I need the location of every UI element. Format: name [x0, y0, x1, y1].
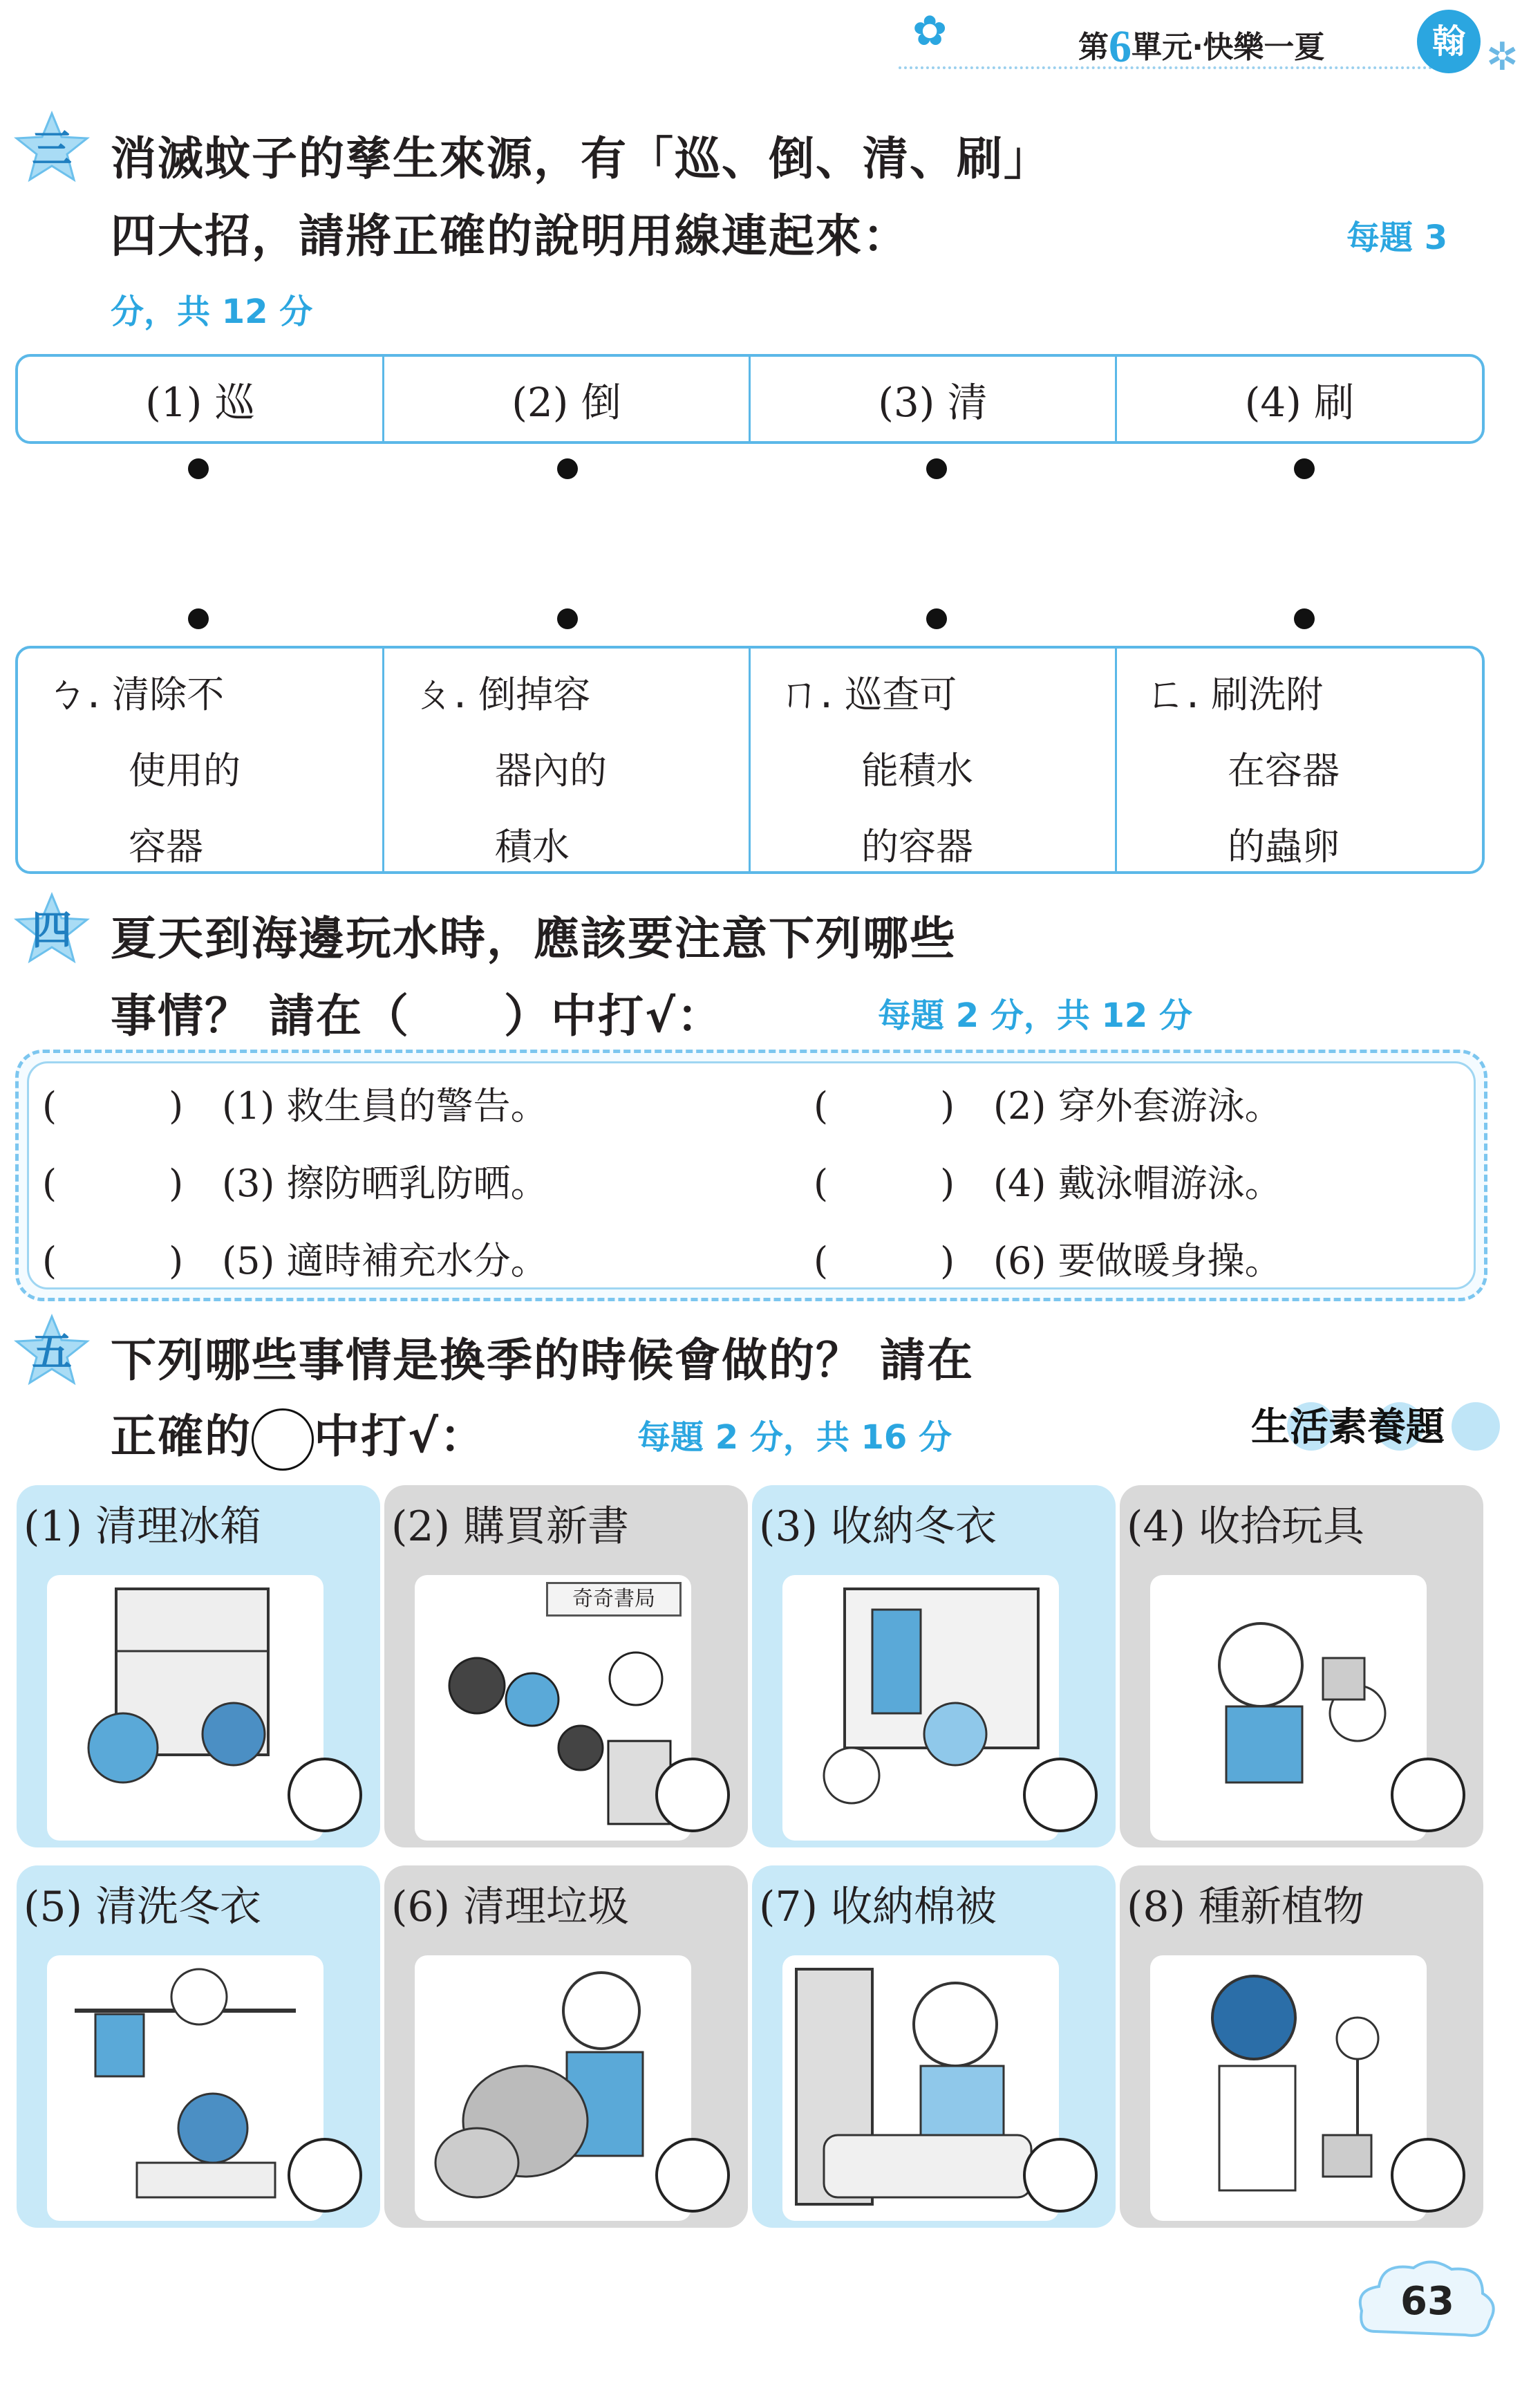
top-item-3: (3) 清: [751, 357, 1117, 441]
s4-item-2: [814, 1077, 1282, 1130]
s4-item-5: [42, 1231, 548, 1285]
section4-question-line2: 事情？ 請在（ ）中打√：: [111, 989, 724, 1043]
section4-badge: 四: [14, 892, 90, 968]
life-literacy-tag: [1251, 1397, 1445, 1452]
line2-start: 正確的: [111, 1410, 252, 1463]
unit-number: 6: [1109, 21, 1131, 72]
card-wash-winter-clothes: [17, 1865, 380, 2228]
section4-question-line1: 夏天到海邊玩水時，應該要注意下列哪些: [111, 912, 957, 965]
s4-item-6: [814, 1231, 1282, 1285]
illustration-quilt: [782, 1955, 1059, 2221]
match-dot-top-4[interactable]: [1294, 458, 1315, 479]
card-clean-trash: [384, 1865, 748, 2228]
bee-icon: ✲: [1486, 35, 1519, 80]
card-clean-fridge: [17, 1485, 380, 1847]
answer-blank[interactable]: ( ): [42, 1084, 184, 1128]
match-dot-top-2[interactable]: [557, 458, 578, 479]
item-text: (3) 擦防晒乳防晒。: [222, 1162, 548, 1205]
match-dot-bottom-1[interactable]: [188, 608, 209, 629]
section3-score-a: 每題 3: [1346, 218, 1448, 257]
card-title: (6) 清理垃圾: [391, 1883, 630, 1931]
option-m: [751, 649, 1117, 871]
s4-item-3: [42, 1154, 548, 1207]
section4-score: 每題 2 分，共 12 分: [878, 996, 1193, 1035]
card-title: (4) 收拾玩具: [1127, 1502, 1365, 1551]
section3-bottom-box: [15, 646, 1485, 874]
option-line: 清除不: [112, 673, 225, 716]
example-circle: [252, 1408, 314, 1471]
option-b: [18, 649, 384, 871]
unit-prefix: 第: [1078, 30, 1109, 65]
answer-blank[interactable]: ( ): [42, 1239, 184, 1283]
page-number: 63: [1400, 2279, 1454, 2324]
unit-suffix: 單元‧快樂一夏: [1131, 30, 1325, 65]
s4-item-4: [814, 1154, 1282, 1207]
top-item-2: (2) 倒: [384, 357, 751, 441]
card-store-winter-clothes: [752, 1485, 1116, 1847]
illustration-washing: [47, 1955, 323, 2221]
section4-items-box: [15, 1050, 1487, 1301]
option-line: 倒掉容: [478, 673, 591, 716]
option-label: ㄈ.: [1145, 669, 1200, 718]
option-line: 器內的: [495, 749, 607, 792]
answer-blank[interactable]: ( ): [814, 1239, 955, 1283]
top-item-4: (4) 刷: [1244, 379, 1355, 426]
option-label: ㄇ.: [778, 669, 834, 718]
illustration-bookstore: [415, 1575, 691, 1841]
card-plant-new: [1120, 1865, 1483, 2228]
card-tidy-toys: [1120, 1485, 1483, 1847]
section5-badge: 五: [14, 1314, 90, 1390]
illustration-closet: [782, 1575, 1059, 1841]
answer-circle[interactable]: [1391, 1758, 1465, 1832]
illustration-fridge: [47, 1575, 323, 1841]
card-title: (2) 購買新書: [391, 1502, 630, 1551]
answer-blank[interactable]: ( ): [42, 1162, 184, 1205]
item-text: (2) 穿外套游泳。: [993, 1084, 1282, 1128]
answer-blank[interactable]: ( ): [814, 1162, 955, 1205]
answer-circle[interactable]: [655, 2138, 730, 2213]
card-title: (3) 收納冬衣: [759, 1502, 997, 1551]
match-dot-bottom-3[interactable]: [926, 608, 947, 629]
card-buy-books: [384, 1485, 748, 1847]
section3-question-line2: 四大招，請將正確的說明用線連起來：: [111, 209, 910, 263]
option-line: 的蟲卵: [1228, 825, 1340, 868]
section3-badge: 三: [14, 111, 90, 187]
option-line: 容器: [129, 825, 203, 868]
tag-bubble: [1452, 1402, 1500, 1451]
option-label: ㄅ.: [46, 669, 101, 718]
section5-score: 每題 2 分，共 16 分: [637, 1418, 952, 1457]
tag-text: 生活素養題: [1251, 1405, 1445, 1450]
option-line: 巡查可: [845, 673, 957, 716]
card-title: (1) 清理冰箱: [24, 1502, 262, 1551]
option-line: 刷洗附: [1211, 673, 1324, 716]
flower-icon: ✿: [912, 7, 948, 55]
match-dot-top-3[interactable]: [926, 458, 947, 479]
card-title: (7) 收納棉被: [759, 1883, 997, 1931]
top-item-1: (1) 巡: [18, 357, 384, 441]
section5-question-line2: [111, 1399, 487, 1471]
item-text: (4) 戴泳帽游泳。: [993, 1162, 1282, 1205]
item-text: (6) 要做暖身操。: [993, 1239, 1282, 1283]
card-title: (5) 清洗冬衣: [24, 1883, 262, 1931]
match-dot-top-1[interactable]: [188, 458, 209, 479]
answer-circle[interactable]: [1023, 1758, 1098, 1832]
option-line: 使用的: [129, 749, 241, 792]
card-store-quilt: [752, 1865, 1116, 2228]
illustration-planting: [1150, 1955, 1427, 2221]
option-line: 能積水: [861, 749, 973, 792]
section3-question-line1: 消滅蚊子的孳生來源，有「巡、倒、清、刷」: [111, 132, 1051, 185]
item-text: (1) 救生員的警告。: [222, 1084, 548, 1128]
answer-circle[interactable]: [288, 2138, 362, 2213]
option-p: [384, 649, 751, 871]
s4-item-1: [42, 1077, 548, 1130]
illustration-toys: [1150, 1575, 1427, 1841]
option-f: [1117, 649, 1482, 871]
answer-circle[interactable]: [288, 1758, 362, 1832]
answer-blank[interactable]: ( ): [814, 1084, 955, 1128]
answer-circle[interactable]: [655, 1758, 730, 1832]
line2-end: 中打√：: [314, 1410, 487, 1463]
item-text: (5) 適時補充水分。: [222, 1239, 548, 1283]
match-dot-bottom-2[interactable]: [557, 608, 578, 629]
illustration-trash: [415, 1955, 691, 2221]
section3-score-b: 分，共 12 分: [111, 292, 313, 331]
section5-question-line1: 下列哪些事情是換季的時候會做的？ 請在: [111, 1334, 974, 1387]
option-line: 在容器: [1228, 749, 1340, 792]
answer-circle[interactable]: [1391, 2138, 1465, 2213]
option-line: 積水: [495, 825, 570, 868]
bookstore-sign: 奇奇書局: [546, 1582, 682, 1617]
option-label: ㄆ.: [412, 669, 467, 718]
brand-logo: 翰: [1417, 10, 1481, 73]
section3-top-box: [15, 354, 1485, 444]
option-line: 的容器: [861, 825, 973, 868]
unit-title: [1078, 21, 1324, 73]
card-title: (8) 種新植物: [1127, 1883, 1365, 1931]
match-dot-bottom-4[interactable]: [1294, 608, 1315, 629]
answer-circle[interactable]: [1023, 2138, 1098, 2213]
